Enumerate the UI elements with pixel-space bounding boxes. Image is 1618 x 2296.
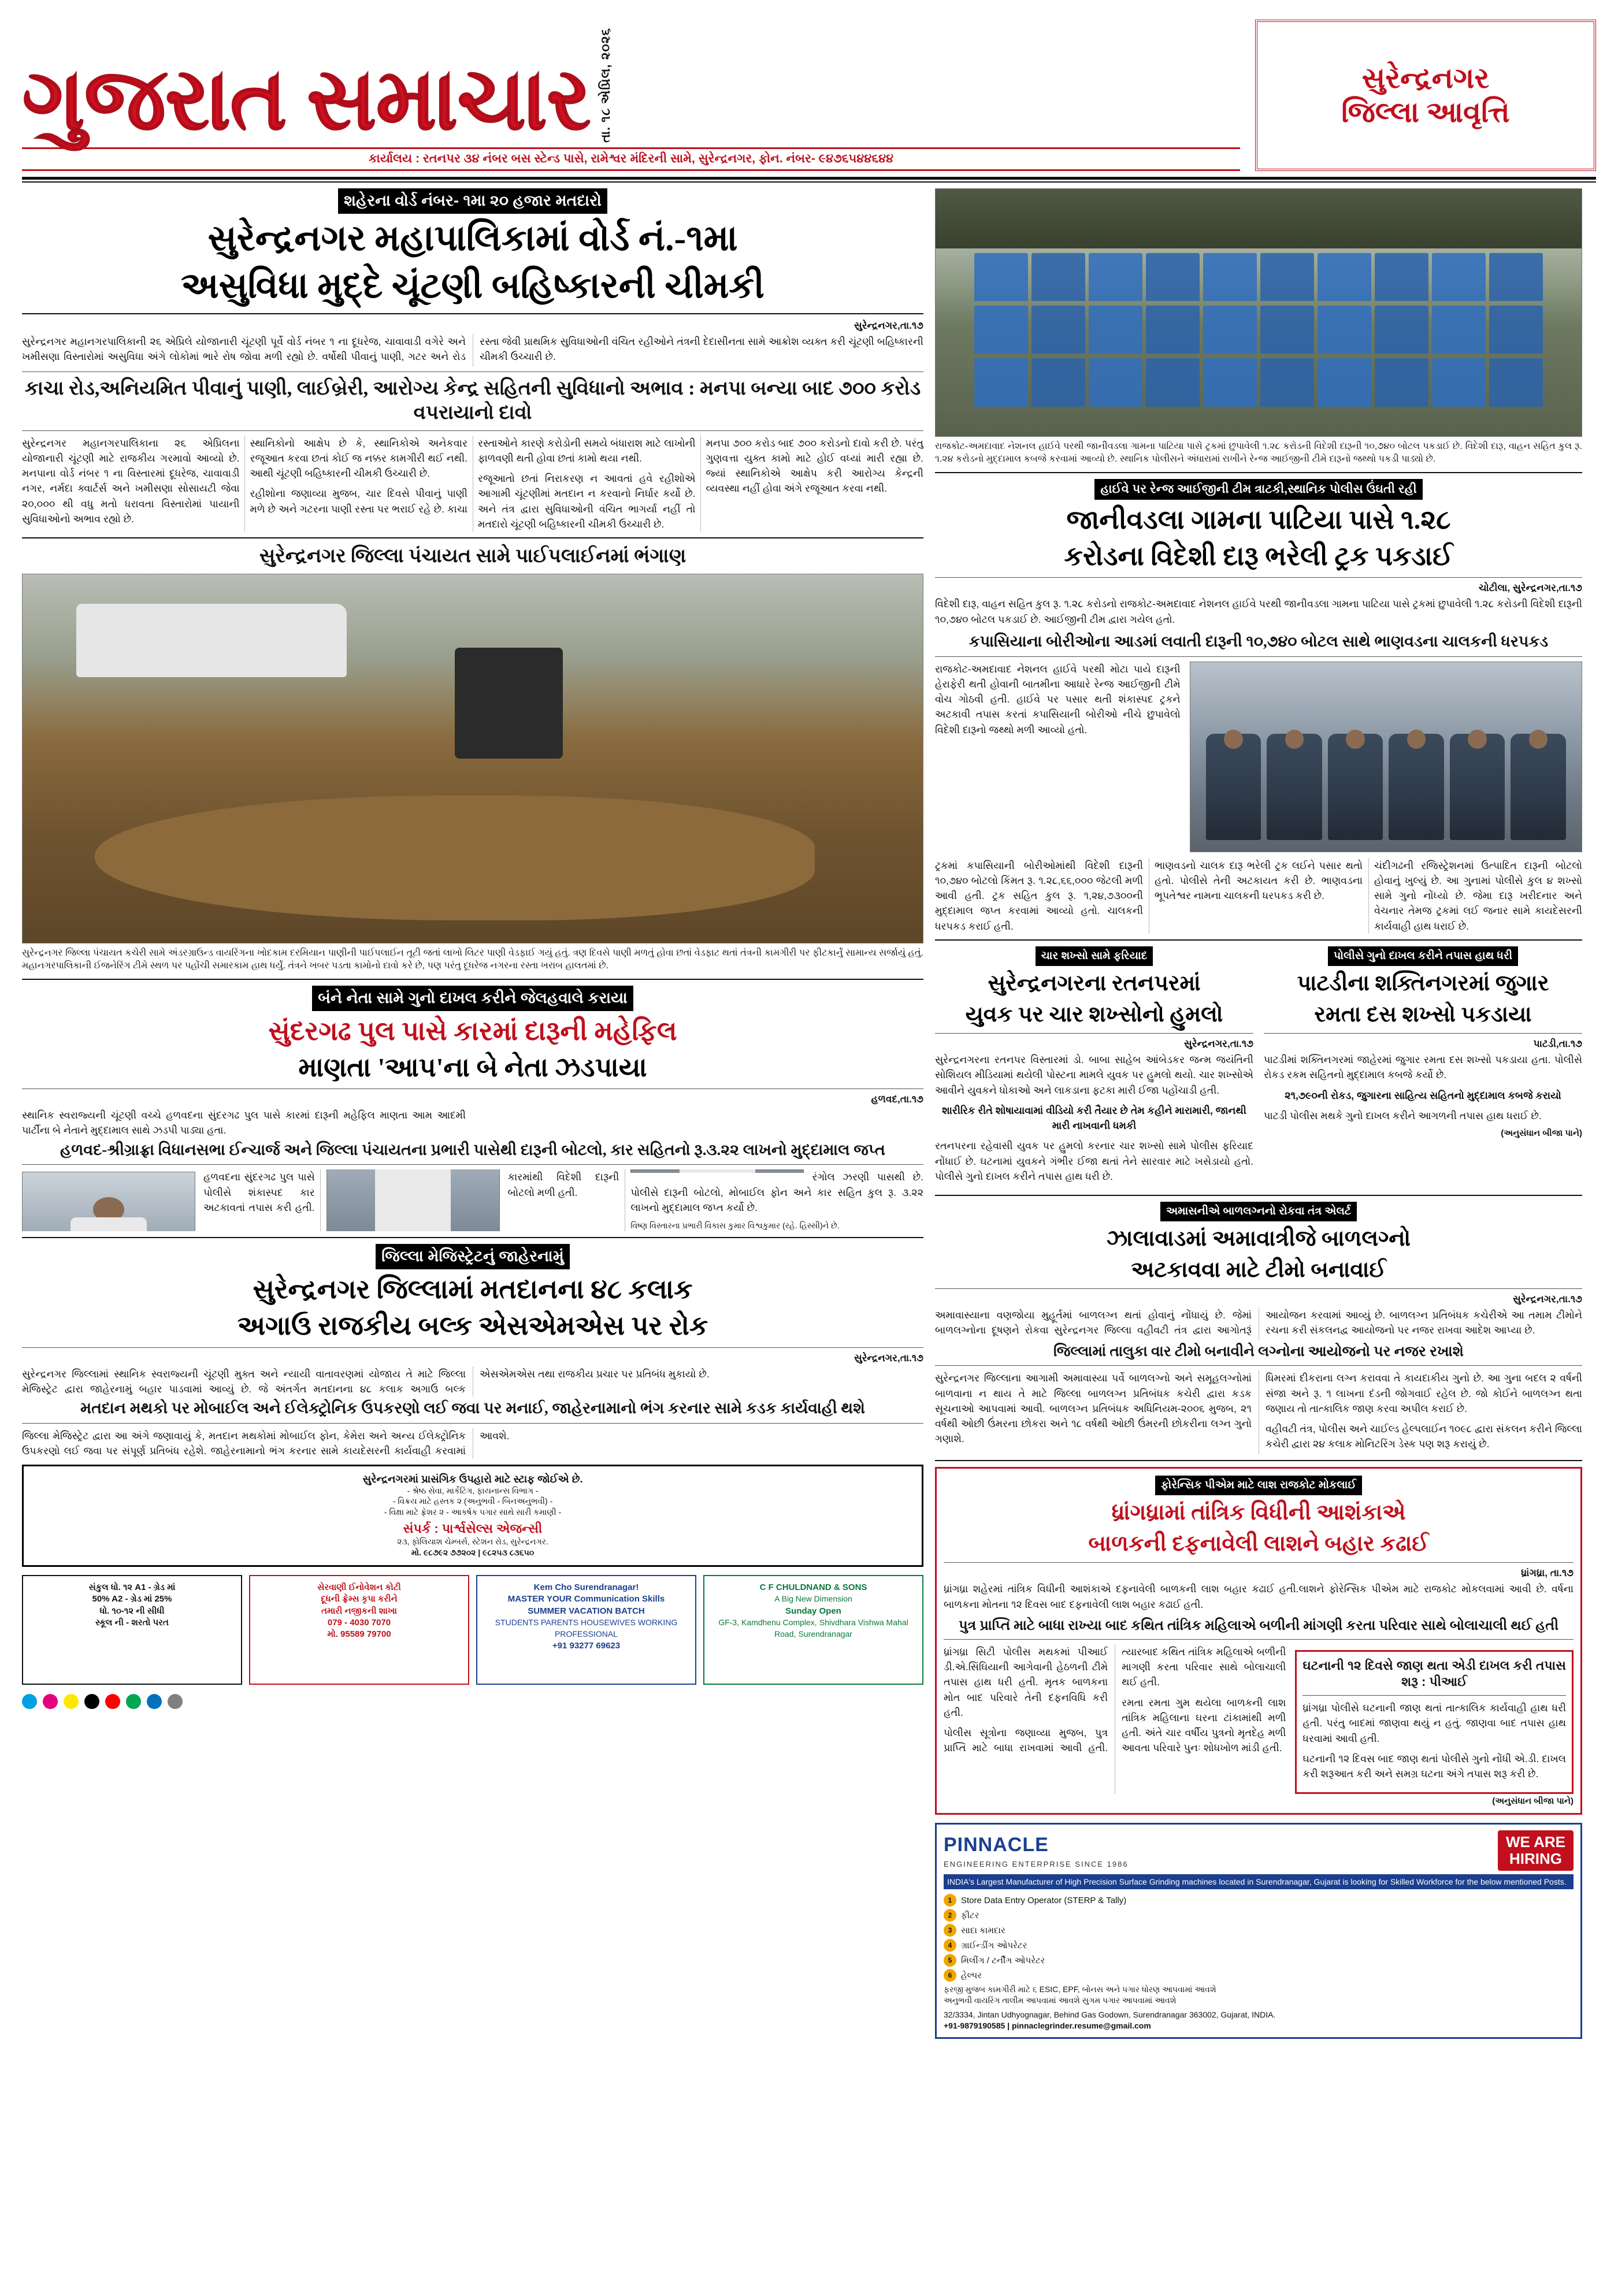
masthead-left	[22, 20, 1240, 171]
lead-story	[22, 188, 923, 532]
photo-seated-rows	[974, 253, 1543, 406]
pinnacle-job-row	[944, 1909, 1574, 1922]
liquor-body-bottom	[22, 1169, 923, 1231]
pinnacle-hiring-badge	[1498, 1830, 1574, 1870]
photo-person-head	[1529, 730, 1548, 749]
masthead-rule-thin	[22, 181, 1596, 183]
photo-car-shape	[76, 604, 346, 678]
pinnacle-job-title: ગ્રાઈન્ડીંગ ઓપરેટર	[961, 1940, 1027, 1951]
lead-subhead: કાચા રોડ,અનિયમિત પીવાનું પાણી, લાઈબ્રેરી, આરોગ્ય કેન્દ્ર સહિતની સુવિધાનો અભાવ : મનપા બન્યા બાદ ૭૦૦ કરોડ વપરાયાનો દાવો	[24, 377, 921, 424]
lead-body-bottom	[22, 436, 923, 532]
masthead	[22, 20, 1596, 173]
truck-police-photo	[1190, 662, 1582, 852]
attack-story	[935, 946, 1253, 1189]
pinnacle-address: 32/3334, Jintan Udhyognagar, Behind Gas Godown, Surendranagar 363002, Gujarat, INDIA.	[944, 2010, 1276, 2020]
left-column	[22, 188, 923, 2039]
attack-headline-line2: યુવક પર ચાર શખ્સોનો હુમલો	[965, 1002, 1223, 1027]
classified-phone: મો. ૯૮૭૯૨ ૭૭૨૦૨ | ૯૮૨૫૩ ૮૩૬૫૦	[411, 1548, 535, 1558]
tantrik-sidebar-box	[1295, 1650, 1574, 1794]
pinnacle-job-row	[944, 1939, 1574, 1952]
pinnacle-job-number: 2	[944, 1909, 956, 1922]
classified-ad-box	[22, 1465, 923, 1567]
photo-water-puddle-shape	[95, 796, 815, 921]
photo-person	[1389, 734, 1444, 840]
magistrate-story	[22, 1244, 923, 1458]
photo-person-chip	[974, 253, 1028, 301]
edition-city: સુરેન્દ્રનગર	[1361, 61, 1490, 94]
issue-date: તા. ૧૮ એપ્રિલ, ૨૦૨૬	[598, 28, 613, 143]
gambling-story	[1264, 946, 1582, 1189]
pinnacle-contact: +91-9879190585 | pinnaclegrinder.resume@gmail.com	[944, 2021, 1151, 2031]
tantrik-box-headline: ઘટનાની ૧૨ દિવસે જાણ થતા એડી દાખલ કરી તપાસ શરૂ : પીઆઈ	[1302, 1658, 1566, 1689]
photo-person-chip	[974, 358, 1028, 406]
pinnacle-note-2: અનુભવી વાયરિંગ તાલીમ આપવામાં આવશે સુગમ પગાર આપવામાં આવશે	[944, 1996, 1177, 2005]
pinnacle-job-title: મિલીંગ / ટર્નીંગ ઓપરેટર	[961, 1955, 1045, 1966]
truck-col-left	[935, 662, 1181, 852]
gambling-kicker: પોલીસે ગુનો દાખલ કરીને તપાસ હાથ ધરી	[1328, 946, 1518, 966]
color-dot-cyan	[22, 1694, 37, 1709]
tantrik-box-para-1: ધ્રાંગધ્રા પોલીસે ઘટનાની જાણ થતાં તાત્કાલિક કાર્યવાહી હાથ ધરી હતી. પરંતુ બાદમાં જાણવા થયું ન હતું. જાણવા બાદ તપાસ હાથ ધરવામાં આવી હતી.	[1302, 1702, 1566, 1744]
photo-person-chip	[1089, 306, 1142, 354]
color-dot-black	[84, 1694, 99, 1709]
photo-person-chip	[1375, 306, 1428, 354]
tantrik-kicker: ફોરેન્સિક પીએમ માટે લાશ રાજકોટ મોકલાઈ	[1155, 1476, 1362, 1495]
tantrik-box-body	[1302, 1700, 1566, 1781]
pipeline-photo	[22, 574, 923, 943]
ad-school-line3: ધો. ૧૦-૧૨ ની સીધી	[99, 1606, 165, 1616]
pinnacle-logo-text: PINNACLE	[944, 1834, 1049, 1856]
attack-headline-line1: સુરેન્દ્રનગરના રતનપરમાં	[988, 971, 1201, 995]
ad-school[interactable]	[22, 1575, 242, 1685]
ad-kemcho-line3: STUDENTS PARENTS HOUSEWIVES WORKING PROFESSIONAL	[495, 1617, 678, 1639]
truck-para-1: વિદેશી દારૂ, વાહન સહિત કુલ રૂ. ૧.૨૮ કરોડનો રાજકોટ-અમદાવાદ નેશનલ હાઈવે પરથી જાનીવડલા ગામના પાટિયા પાસે ટ્રકમાં છુપાવેલી ૧.૨૮ કરોડની વિદેશી દારૂની ૧૦,૭૪૦ બોટલ પકડાઈ છે. આઈજીની ટીમ દ્વારા ગયેલ હતો.	[935, 598, 1582, 625]
tantrik-continued: (અનુસંધાન બીજા પાને)	[1492, 1796, 1574, 1807]
photo-person-chip	[1375, 253, 1428, 301]
photo-person-head	[1224, 730, 1242, 749]
ad-kemcho-title: Kem Cho Surendranagar!	[533, 1582, 639, 1593]
gambling-body	[1264, 1052, 1582, 1123]
photo-person-chip	[1146, 358, 1200, 406]
truck-body-columns	[935, 858, 1582, 934]
lead-para-4: રહીશોના જણાવ્યા મુજબ, ચાર દિવસે પીવાનું પાણી મળે છે અને ગટરના પાણી રસ્તા પર ભરાઈ રહે છે. કાચા રસ્તાઓને કારણે કરોડોની સમયે બંધારાશ માટે લાખોની ફાળવણી થતી હોવા છતાં કામો થયા નથી.	[250, 437, 696, 515]
tantrik-headline-line2: બાળકની દફનાવેલી લાશને બહાર કઢાઈ	[1088, 1532, 1429, 1556]
tantrik-para-2: ધ્રાંગધ્રા સિટી પોલીસ મથકમાં પીઆઈ ડી.એ.સિંઘિયાની આગેવાની હેઠળની ટીમે તપાસ હાથ ધરી હતી. મૃતક બાળકના મોત બાદ પરિવારે તેની દફનવિધિ કરી હતી.	[944, 1645, 1108, 1718]
page-content	[22, 188, 1596, 2039]
photo-person-chip	[1375, 358, 1428, 406]
photo-person-head	[1468, 730, 1486, 749]
lead-headline-line2: અસુવિધા મુદ્દે ચૂંટણી બહિષ્કારની ચીમકી	[181, 266, 765, 306]
lead-byline: સુરેન્દ્રનગર,તા.૧૭	[853, 319, 923, 331]
truck-para-4: ભાણવડનો ચાલક દારૂ ભરેલી ટ્રક લઈને પસાર થતો હતો. પોલીસે તેની અટકાયત કરી છે. ભાણવડના ભૂપતેશ્વર નામના ચાલકની ધરપકડ કરી છે.	[1155, 859, 1363, 902]
gambling-headline-line2: રમતા દસ શખ્સો પકડાયા	[1314, 1002, 1532, 1027]
pinnacle-job-number: 4	[944, 1939, 956, 1952]
pinnacle-description: INDIA's Largest Manufacturer of High Precision Surface Grinding machines located in Surendranagar, Gujarat is looking for Skilled Workforce for the below mentioned Posts.	[944, 1874, 1574, 1890]
photo-person-head	[1346, 730, 1364, 749]
magistrate-para-1: સુરેન્દ્રનગર જિલ્લામાં સ્થાનિક સ્વરાજ્યની ચૂંટણી મુક્ત અને ન્યાયી વાતાવરણમાં યોજાય તે માટે જિલ્લા મેજિસ્ટ્રેટ દ્વારા જાહેરનામું બહાર પાડવામાં આવ્યું છે. જે અંતર્ગત મતદાનના ૪૮ કલાક અગાઉ બલ્ક એસએમએસ તથા રાજકીય પ્રચાર પર પ્રતિબંધ મુકાયો છે.	[22, 1368, 710, 1395]
bottom-ads-row	[22, 1575, 923, 1685]
magistrate-headline-line2: અગાઉ રાજકીય બલ્ક એસએમએસ પર રોક	[237, 1311, 708, 1341]
office-address: કાર્યાલય : રતનપર ૩૪ નંબર બસ સ્ટેન્ડ પાસે, રામેશ્વર મંદિરની સામે, સુરેન્દ્રનગર, ફોન. નંબર- ૯૪૭૬૫૪૪૬૪૪	[22, 147, 1240, 171]
tantrik-subhead: પુત્ર પ્રાપ્તિ માટે બાધા રાખ્યા બાદ કથિત તાંત્રિક મહિલાએ બળીની માંગણી કરતા પરિવાર સાથે બોલાચાલી થઈ હતી	[958, 1618, 1559, 1633]
truck-headline-line1: જાનીવડલા ગામના પાટિયા પાસે ૧.૨૮	[1066, 504, 1451, 534]
childmarriage-para-2: સુરેન્દ્રનગર જિલ્લાના આગામી અમાવાસ્યા પર્વે બાળલગ્નો અને સમૂહલગ્નોમાં બાળવાના ન થાય તે માટે જિલ્લા બાળલગ્ન પ્રતિબંધક કચેરી દ્વારા કડક સૂચનાઓ આપવામાં આવી. બાળલગ્ન પ્રતિબંધક અધિનિયમ-૨૦૦૬ મુજબ, ૨૧ વર્ષથી ઓછી ઉંમરના છોકરા અને ૧૮ વર્ષથી ઓછી ઉંમરની છોકરીના લગ્ન ગુનો ગણાશે.	[935, 1372, 1252, 1445]
gambling-byline: પાટડી,તા.૧૭	[1533, 1038, 1582, 1050]
pinnacle-job-title: ફીટર	[961, 1910, 979, 1920]
childmarriage-subhead: જિલ્લામાં તાલુકા વાર ટીમો બનાવીને લગ્નોના આયોજનો પર નજર રખાશે	[1053, 1344, 1464, 1360]
photo-row	[974, 306, 1543, 354]
ad-fchuldnand[interactable]	[703, 1575, 923, 1685]
photo-rider-shape	[455, 648, 563, 758]
attack-para-1: સુરેન્દ્રનગરના રતનપર વિસ્તારમાં ડો. બાબા સાહેબ આંબેડકર જન્મ જયંતિની સોશિયલ મીડિયામાં થયેલી પોસ્ટના મામલે યુવક પર હુમલો થયો. ચાર શખ્સોએ આવીને યુવકને ધોકાઓ અને લાકડાના ફટકા મારી ઈજા પહોંચાડી હતી.	[935, 1054, 1253, 1096]
attack-kicker: ચાર શખ્સો સામે ફરિયાદ	[1036, 946, 1153, 966]
photo-person-chip	[1203, 253, 1257, 301]
pinnacle-job-row	[944, 1969, 1574, 1982]
truck-para-2: રાજકોટ-અમદાવાદ નેશનલ હાઈવે પરથી મોટા પાયે દારૂની હેરાફેરી થતી હોવાની બાતમીના આધારે રેન્જ આઈજીની ટીમે વોચ ગોઠવી હતી. હાઈવે પર પસાર થતી શંકાસ્પદ ટ્રકને અટકાવી તપાસ કરતાં કપાસિયાની બોરીઓ નીચે છુપાવેલો વિદેશી દારૂનો જથ્થો મળી આવ્યો હતો.	[935, 663, 1181, 735]
ad-school-line4: સ્કૂલ ની - શરતો પરત	[95, 1617, 169, 1628]
truck-subhead: કપાસિયાના બોરીઓના આડમાં લવાતી દારૂની ૧૦,૭૪૦ બોટલ સાથે ભાણવડના ચાલકની ધરપકડ	[968, 632, 1549, 650]
magistrate-body-top	[22, 1366, 923, 1397]
truck-para-5: ચંદીગઢની રજિસ્ટ્રેશનમાં ઉત્પાદિત દારૂની બોટલો હોવાનું ખુલ્યું છે. આ ગુનામાં પોલીસે કુલ ૪ શખ્સો સામે ગુનો નોંધ્યો છે. જેમા દારૂ ખરીદનાર અને વેચનાર તેમજ ટ્રકમાં લઈ જનાર સામે કાયદેસરની કાર્યવાહી હાથ ધરાઈ છે.	[1374, 859, 1582, 932]
photo-person-chip	[974, 306, 1028, 354]
pinnacle-job-title: હેલ્પર	[961, 1970, 982, 1981]
photo-person-chip	[1146, 253, 1200, 301]
photo-row	[974, 358, 1543, 406]
magistrate-body-bottom	[22, 1428, 923, 1459]
liquor-para-2: હળવદના સુંદરગઢ પુલ પાસે પોલીસે શંકાસ્પદ કાર અટકાવતાં તપાસ કરી હતી. કારમાંથી વિદેશી દારૂની બોટલો મળી હતી.	[203, 1171, 619, 1213]
color-dot-magenta	[43, 1694, 58, 1709]
tantrik-lower	[944, 1644, 1574, 1794]
childmarriage-kicker: અમાસનીએ બાળલગ્નનો રોકવા તંત્ર એલર્ટ	[1160, 1202, 1357, 1221]
liquor-para-3: રંગોલ ઝરણી પાસથી છે. પોલીસે દારૂની બોટલો, મોબાઈલ ફોન અને કાર સહિત કુલ રૂ. ૩.૨૨ લાખનો મુદ્દામાલ જપ્ત કર્યો છે.	[630, 1171, 923, 1213]
top-photo-stage	[935, 188, 1582, 437]
photo-person	[1328, 734, 1383, 840]
photo-person-chip	[1031, 253, 1085, 301]
pinnacle-job-number: 1	[944, 1894, 956, 1907]
tantrik-story	[935, 1467, 1582, 1815]
tantrik-para-1: ધ્રાંગધ્રા શહેરમાં તાંત્રિક વિધીની આશંકાએ દફનાવેલી બાળકની લાશ બહાર કઢાઈ હતી.લાશને ફોરેન્સિક પીએમ માટે રાજકોટ મોકલવામાં આવી છે. વર્ષના બાળકના મોતના ૧૨ દિવસ બાદ દફનાવેલી લાશ બહાર કઢાઈ હતી.	[944, 1583, 1574, 1610]
ad-innovation[interactable]	[249, 1575, 469, 1685]
ad-fchuldnand-title: C F CHULDNAND & SONS	[759, 1582, 867, 1593]
lead-para-1: સુરેન્દ્રનગર મહાનગરપાલિકાની ૨૬ એપ્રિલે યોજાનારી ચૂંટણી પૂર્વે વોર્ડ નંબર ૧ ના દૂધરેજ, ચાવાવાડી વગેરે અને ખમીસણા વિસ્તારોમાં અસુવિધા અંગે લોકોમાં ભારે રોષ જોવા મળી રહ્યો છે. વર્ષોથી પીવાનું પાણી, ગટર અને રોડ રસ્તા જેવી પ્રાથમિક સુવિધાઓની વંચિત રહીઓને તંત્રની દેદાસીનતા સામે આક્રોશ વ્યક્ત કરી ચૂંટણી બહિષ્કારની ચીમકી ઉચ્ચારી છે.	[22, 335, 923, 362]
truck-headline-line2: કરોડના વિદેશી દારૂ ભરેલી ટ્રક પકડાઈ	[1064, 541, 1453, 571]
photo-person	[1267, 734, 1322, 840]
color-dot-green	[126, 1694, 141, 1709]
photo-person-chip	[1260, 358, 1314, 406]
lead-para-5: રજૂઆતો છતાં નિરાકરણ ન આવતાં હવે રહીશોએ આગામી ચૂંટણીમાં મતદાન ન કરવાનો નિર્ધાર કર્યો છે. અને તંત્ર દ્વારા સુવિધાઓની વંચિત ભાગર્યા નહીં તો મતદારો ચૂંટણી બહિષ્કારની ચીમકી ઉચ્ચારી છે.	[478, 473, 696, 530]
ad-innovation-phone2: મો. 95589 79700	[327, 1629, 391, 1640]
photo-person	[1511, 734, 1566, 840]
pipeline-title: સુરેન્દ્રનગર જિલ્લા પંચાયત સામે પાઈપલાઈનમાં ભંગાણ	[259, 545, 686, 567]
edition-box	[1255, 20, 1596, 171]
truck-para-3: ટ્રકમાં કપાસિયાની બોરીઓમાંથી વિદેશી દારૂની ૧૦,૭૪૦ બોટલો કિંમત રૂ. ૧.૨૮,૬૬,૦૦૦ જેટલી મળી આવી હતી. ટ્રક સહિત કુલ રૂ. ૧,૨૪,૭૩૦૦ની મુદ્દામાલ જપ્ત કરવામાં આવ્યો હતો. ચાલકની ધરપકડ કરાઈ હતી.	[935, 859, 1143, 932]
ad-innovation-phone1: 079 - 4030 7070	[327, 1617, 391, 1628]
liquor-para-1: સ્થાનિક સ્વરાજ્યની ચૂંટણી વચ્ચે હળવદના સુંદરગઢ પુલ પાસે કારમાં દારૂની મહેફિલ માણતા આમ આદમી પાર્ટીના બે નેતાને મુદ્દામાલ સાથે ઝડપી પાડ્યા હતા.	[22, 1109, 466, 1136]
liquor-bridge-story	[22, 986, 923, 1232]
ad-school-line2: 50% A2 - ગ્રેડ માં 25%	[92, 1594, 172, 1604]
lead-para-2: સુરેન્દ્રનગર મહાનગરપાલિકાના ૨૬ એપ્રિલના યોજાનારી ચૂંટણી માટે રાજકીય ગરમાવો આવ્યો છે. મનપાના વોર્ડ નંબર ૧ ના વિસ્તારમાં દૂધરેજ, ચાવાવાડી નગર, નર્મદા ક્વાર્ટર્સ અને ખમીસણા સોસાયટી જેવા ૨૦,૦૦૦ થી વધુ મતો ધરાવતા વિસ્તારોમાં પાયાની સુવિધાઓનો અભાવ રહ્યો છે.	[22, 437, 240, 525]
print-registration-dots	[22, 1694, 923, 1709]
ad-kemcho[interactable]	[476, 1575, 696, 1685]
liquor-byline: હળવદ,તા.૧૭	[871, 1094, 923, 1105]
photo-person-chip	[1260, 253, 1314, 301]
childmarriage-byline: સુરેન્દ્રનગર,તા.૧૭	[1512, 1294, 1582, 1305]
truck-photo-col	[1190, 662, 1582, 852]
pinnacle-job-number: 6	[944, 1969, 956, 1982]
right-column	[935, 188, 1582, 2039]
magistrate-subhead: મતદાન મથકો પર મોબાઈલ અને ઈલેક્ટ્રોનિક ઉપકરણો લઈ જવા પર મનાઈ, જાહેરનામાનો ભંગ કરનાર સામે કડક કાર્યવાહી થશે	[80, 1399, 865, 1417]
pinnacle-logo-sub: ENGINEERING ENTERPRISE SINCE 1986	[944, 1859, 1129, 1868]
attack-para-3: રતનપરના રહેવાસી યુવક પર હુમલો કરનાર ચાર શખ્સો સામે પોલીસ ફરિયાદ નોંધાઈ છે. ઘટનામાં યુવકને ગંભીર ઈજા થતાં તેને સારવાર માટે ખસેડાયો હતો. પોલીસે ગુનો દાખલ કરીને તપાસ હાથ ધરી છે.	[935, 1140, 1253, 1182]
ad-fchuldnand-line4: Surendranagar	[798, 1629, 852, 1639]
photo-person-chip	[1203, 306, 1257, 354]
ad-fchuldnand-line2: GF-3, Kamdhenu Complex,	[718, 1617, 817, 1627]
pinnacle-note-1: ફરજી મુજબ કામગીરી માટે ૬ ESIC, EPF, બોનસ અને પગાર ધોરણ આપવામાં આવશે	[944, 1985, 1216, 1994]
photo-person-chip	[1318, 306, 1371, 354]
pinnacle-job-number: 5	[944, 1954, 956, 1967]
photo-backdrop-shape	[936, 189, 1582, 248]
classified-heading: સુરેન્દ્રનગરમાં પ્રાસંગિક ઉપહારો માટે સ્ટાફ જોઈએ છે.	[362, 1473, 583, 1485]
photo-person-chip	[1203, 358, 1257, 406]
photo-person	[1450, 734, 1505, 840]
nameplate	[22, 20, 1240, 148]
childmarriage-para-4: વહીવટી તંત્ર, પોલીસ અને ચાઈલ્ડ હેલ્પલાઈન ૧૦૯૮ દ્વારા સંકલન કરીને જિલ્લા કચેરી દ્વારા ૨૪ કલાક મોનિટરિંગ ડેસ્ક પણ શરૂ કરાયું છે.	[1266, 1423, 1582, 1450]
magistrate-kicker: જિલ્લા મેજિસ્ટ્રેટનું જાહેરનામું	[376, 1244, 570, 1269]
photo-person-chip	[1489, 253, 1543, 301]
photo-person-chip	[1489, 358, 1543, 406]
ad-fchuldnand-line3: Shivdhara Vishwa Mahal Road,	[774, 1617, 908, 1639]
photo-person-chip	[1146, 306, 1200, 354]
pinnacle-recruitment-ad[interactable]	[935, 1823, 1582, 2039]
ad-innovation-line1: સેરવાણી ઈનોવેશન કોટી	[317, 1582, 401, 1593]
truck-story	[935, 479, 1582, 934]
childmarriage-body-bottom	[935, 1370, 1582, 1454]
gambling-para-3: પાટડી પોલીસ મથકે ગુનો દાખલ કરીને આગળની તપાસ હાથ ધરાઈ છે.	[1264, 1109, 1542, 1121]
truck-lead-para	[935, 596, 1582, 627]
photo-person-chip	[1089, 253, 1142, 301]
ad-innovation-line3: તમારી નજીકની શાખા	[321, 1606, 397, 1616]
liquor-body-top	[22, 1108, 923, 1138]
truck-kicker: હાઈવે પર રેન્જ આઈજીની ટીમ ત્રાટકી,સ્થાનિક પોલીસ ઉંઘતી રહી	[1094, 479, 1422, 500]
childmarriage-headline-line1: ઝાલાવાડમાં અમાવાત્રીજે બાળલગ્નો	[1106, 1227, 1411, 1251]
pinnacle-job-row	[944, 1954, 1574, 1967]
photo-person-chip	[1031, 306, 1085, 354]
classified-address: ૨૩, ફોલિયાશ ચેમ્બર્સ, સ્ટેશન રોડ, સુરેન્દ્રનગર.	[397, 1537, 548, 1547]
edition-label: જિલ્લા આવૃત્તિ	[1341, 95, 1510, 128]
classified-line-1: - શ્રેષ્ઠ સેવા, માર્કેટિંગ, ફાયનાન્સ વિભાગ -	[407, 1485, 539, 1495]
lead-kicker: શહેરના વોર્ડ નંબર- ૧મા ૨૦ હજાર મતદારો	[338, 188, 607, 214]
childmarriage-body-top	[935, 1307, 1582, 1340]
liquor-headline-line2: માણતા 'આપ'ના બે નેતા ઝડપાયા	[298, 1052, 647, 1082]
gambling-para-2: ૨૧,૭૯૦ની રોકડ, જુગારના સાહિત્ય સહિતનો મુદ્દામાલ કબજે કરાયો	[1285, 1089, 1561, 1101]
attack-para-2: શારીરિક રીતે શોષાયાવામાં વીડિયો કરી તૈયાર છે તેમ કહીને મારામારી, જાનથી મારી નાખવાની ધમકી	[942, 1104, 1246, 1132]
gambling-continued: (અનુસંધાન બીજા પાને)	[1501, 1128, 1582, 1139]
tantrik-lead	[944, 1581, 1574, 1612]
photo-person-chip	[1031, 358, 1085, 406]
liquor-kicker: બંને નેતા સામે ગુનો દાખલ કરીને જેલહવાલે કરાયા	[312, 986, 633, 1011]
pinnacle-logo	[944, 1831, 1129, 1870]
small-stories-row	[935, 946, 1582, 1189]
color-dot-grey	[168, 1694, 183, 1709]
lead-para-6: મનપા ૭૦૦ કરોડ બાદ ૭૦૦ કરોડનો દાવો કરી છે. પરંતુ ગુણવત્તા યુક્ત કામો માટે હોઈ વધ્યાં મારી રહ્યા છે. જ્યાં સ્થાનિકોએ આક્ષેપ કરી આરોગ્ય કેન્દ્રની વ્યવસ્થા નહીં હોવા અંગે રજૂઆત કરવા નથી.	[706, 437, 923, 495]
tantrik-byline: ધ્રાંગધ્રા, તા.૧૭	[1521, 1567, 1574, 1579]
photo-row	[974, 253, 1543, 301]
pinnacle-job-title: Store Data Entry Operator (STERP & Tally)	[961, 1895, 1127, 1905]
pinnacle-job-list	[944, 1894, 1574, 1982]
pipeline-story	[22, 544, 923, 972]
classified-line-2: - વિક્રય માટે હસ્તક ૨ (અનુભવી - બિનઅનુભવી) -	[392, 1496, 553, 1506]
tantrik-box-para-2: ઘટનાની ૧૨ દિવસ બાદ જાણ થતાં પોલીસે ગુનો નોંધી એ.ડી. દાખલ કરી શરૂઆત કરી અને સમગ્ર ઘટના અંગે તપાસ શરૂ કરી છે.	[1302, 1752, 1566, 1780]
childmarriage-story	[935, 1202, 1582, 1454]
color-dot-yellow	[64, 1694, 79, 1709]
gambling-headline-line1: પાટડીના શક્તિનગરમાં જુગાર	[1297, 971, 1549, 995]
hiring-line1: WE ARE	[1505, 1833, 1565, 1851]
pinnacle-header	[944, 1830, 1574, 1870]
photo-person-chip	[1089, 358, 1142, 406]
photo-people-group	[1206, 734, 1566, 840]
photo-person-chip	[1489, 306, 1543, 354]
magistrate-para-2: જિલ્લા મેજિસ્ટ્રેટ દ્વારા આ અંગે જણાવાયું કે, મતદાન મથકોમાં મોબાઈલ ફોન, કેમેરા અને અન્ય ઈલેક્ટ્રોનિક ઉપકરણો લઈ જવા પર સંપૂર્ણ પ્રતિબંધ રહેશે. જાહેરનામાનો ભંગ કરનાર સામે કાયદેસરની કાર્યવાહી કરવામાં આવશે.	[22, 1430, 510, 1457]
gambling-para-1: પાટડીમાં શક્તિનગરમાં જાહેરમાં જુગાર રમતા દસ શખ્સો પકડાયા હતા. પોલીસે રોકડ રકમ સહિતનો મુદ્દામાલ કબજે કર્યો છે.	[1264, 1054, 1582, 1081]
masthead-rule	[22, 177, 1596, 180]
truck-byline: ચોટીલા, સુરેન્દ્રનગર,તા.૧૭	[1478, 582, 1582, 594]
liquor-photo-caption: વિષ્ણ વિસ્તારના પ્રભારી વિકાસ કુમાર વિશ્વકુમાર (રહે. હિસ્સી)ને છે.	[630, 1221, 840, 1231]
hiring-line2: HIRING	[1509, 1849, 1562, 1867]
childmarriage-para-3: ધિમરમાં દીકરાના લગ્ન કરાવવા તે કાયદાકીય ગુનો છે. આ ગુના બદલ ૨ વર્ષની સંજા અને રૂ. ૧ લાખના દંડની જોગવાઈ રહેલ છે. જો કોઈને બાળલગ્ન થતા જણાય તો તાત્કાલિક જાણ કરવા અપીલ કરાઈ છે.	[1266, 1372, 1582, 1414]
ad-kemcho-line2: SUMMER VACATION BATCH	[528, 1606, 645, 1616]
truck-lower-block	[935, 662, 1582, 852]
color-dot-blue	[147, 1694, 162, 1709]
childmarriage-headline-line2: અટકાવવા માટે ટીમો બનાવાઈ	[1131, 1258, 1386, 1283]
lead-para-3: સ્થાનિકોનો આક્ષેપ છે કે, સ્થાનિકોએ અનેકવાર રજૂઆત કરવા છતાં કોઈ જ નક્કર કામગીરી થઈ નથી. આથી ચૂંટણી બહિષ્કારની ચીમકી ઉચ્ચારી છે.	[250, 437, 467, 480]
childmarriage-para-1: અમાવાસ્યાના વણજોયા મુહૂર્તમાં બાળલગ્ન થતાં હોવાનું નોંધાયું છે. જેમાં બાળલગ્નોના દૂષણને રોકવા સુરેન્દ્રનગર જિલ્લા વહીવટી તંત્ર દ્વારા આગોતરૂં આયોજન કરવામાં આવ્યું છે. બાળલગ્ન પ્રતિબંધક કચેરીએ આ તમામ ટીમોને રચના કરી સંકલનદ્વ આયોજનો પર નજર રાખવા આદેશ આપ્યા છે.	[935, 1309, 1582, 1336]
photo-person-chip	[1318, 253, 1371, 301]
tantrik-para-4: રમતા રમતા ગુમ થયેલા બાળકની લાશ તાંત્રિક મહિલાના ઘરના ટાંકામાંથી મળી હતી. અંતે ચાર વર્ષીય પુત્રનો મૃતદેહ મળી આવતા પરિવારે પુનઃ શોધખોળ માંડી હતી.	[1122, 1696, 1286, 1754]
photo-person-head	[1285, 730, 1304, 749]
ad-kemcho-phone: +91 93277 69623	[552, 1641, 621, 1651]
paper-title: ગુજરાત સમાચાર	[22, 51, 591, 148]
photo-person	[1206, 734, 1261, 840]
attack-byline: સુરેન્દ્રનગર,તા.૧૭	[1183, 1038, 1253, 1050]
attack-body	[935, 1052, 1253, 1184]
color-dot-red	[105, 1694, 120, 1709]
magistrate-byline: સુરેન્દ્રનગર,તા.૧૭	[853, 1352, 923, 1364]
photo-person-chip	[1260, 306, 1314, 354]
ad-innovation-line2: દૂધની ફ્રેમ્સ કૃપા કરીને	[321, 1594, 398, 1604]
ad-kemcho-line1: MASTER YOUR Communication Skills	[507, 1594, 665, 1604]
tantrik-para-3: પોલીસ સૂત્રોના જણાવ્યા મુજબ, પુત્ર પ્રાપ્તિ માટે બાધા રાખવામાં આવી હતી. ત્યારબાદ કથિત તાંત્રિક મહિલાએ બળીની માગણી કરતા પરિવાર સાથે બોલાચાલી થઈ હતી.	[944, 1645, 1286, 1754]
photo-person-chip	[1432, 358, 1486, 406]
liquor-subhead: હળવદ-શ્રીગ્રાફ્રા વિધાનસભા ઈન્ચાર્જ અને જિલ્લા પંચાયતના પ્રભારી પાસેથી દારૂની બોટલો, કાર સહિતનો રૂ.૩.૨૨ લાખનો મુદ્દામાલ જપ્ત	[60, 1140, 885, 1158]
ad-school-line1: સંકુલ ધો. ૧૨ A1 - ગ્રેડ માં	[88, 1582, 176, 1593]
classified-line-3: - વિક્ષા માટે ફ્રેશર ૨ - આકર્ષક પગાર સાથે સારી કમાણી -	[384, 1507, 562, 1517]
pinnacle-job-number: 3	[944, 1924, 956, 1937]
classified-contact-name: સંપર્ક : પાર્શ્વસેલ્સ એજન્સી	[403, 1521, 543, 1536]
pinnacle-job-title: સાદા કામદાર	[961, 1925, 1005, 1935]
tantrik-body-cols	[944, 1644, 1286, 1794]
ad-fchuldnand-sub: A Big New Dimension	[774, 1594, 852, 1604]
lead-body-top	[22, 334, 923, 367]
pipeline-caption: સુરેન્દ્રનગર જિલ્લા પંચાયત કચેરી સામે અંડરગ્રાઉન્ડ વાયરિંગના ખોદકામ દરમિયાન પાણીની પાઈપલાઈન તૂટી જતાં લાખો લિટર પાણી વેડફાઈ ગયું હતું. ત્રણ દિવસે પાણી મળતું હોવા છતાં વેડફાટ થતાં તંત્રની કામગીરી પર ફીટકાર્નું સામાન્ય સર્જાયું હતું. મહાનગરપાલિકાની ઈજનેરિંગ ટીમે સ્થળ પર પહોંચી સમારકામ હાથ ધર્યું. તંત્રને ખબર પડતા કામોનો દાવો કરે છે, પણ પરંતુ દૂધરેજ નગરના રસ્તા ખરાબ હાલતમાં છે.	[22, 948, 923, 971]
photo-person-chip	[1432, 253, 1486, 301]
pinnacle-job-row	[944, 1894, 1574, 1907]
lead-headline-line1: સુરેન્દ્રનગર મહાપાલિકામાં વોર્ડ નં.-૧મા	[207, 218, 738, 258]
truck-top-caption: રાજકોટ-અમદાવાદ નેશનલ હાઈવે પરથી જાનીવડલા ગામના પાટિયા પાસે ટ્રકમાં છુપાવેલી ૧.૨૮ કરોડની વિદેશી દારૂની ૧૦,૭૪૦ બોટલ પકડાઈ છે. વિદેશી દારૂ, વાહન સહિત કુલ રૂ. ૧.૨૪ કરોડનો મુદ્દામાલ કબજે કરવામાં આવ્યો છે. સ્થાનિક પોલીસને અંધારામાં રાખીને રેન્જ આઈજીની ટીમે દારૂનો જથ્થો પકડી પાડ્યો છે.	[935, 441, 1582, 465]
photo-person-head	[1407, 730, 1426, 749]
tantrik-headline-line1: ધ્રાંગધ્રામાં તાંત્રિક વિધીની આશંકાએ	[1111, 1500, 1406, 1525]
magistrate-headline-line1: સુરેન્દ્રનગર જિલ્લામાં મતદાનના ૪૮ કલાક	[253, 1275, 693, 1305]
liquor-headline-line1: સુંદરગઢ પુલ પાસે કારમાં દારૂની મહેફિલ	[268, 1016, 677, 1046]
photo-person-chip	[1432, 306, 1486, 354]
pinnacle-job-row	[944, 1924, 1574, 1937]
ad-fchuldnand-line1: Sunday Open	[785, 1606, 841, 1616]
photo-person-chip	[1318, 358, 1371, 406]
